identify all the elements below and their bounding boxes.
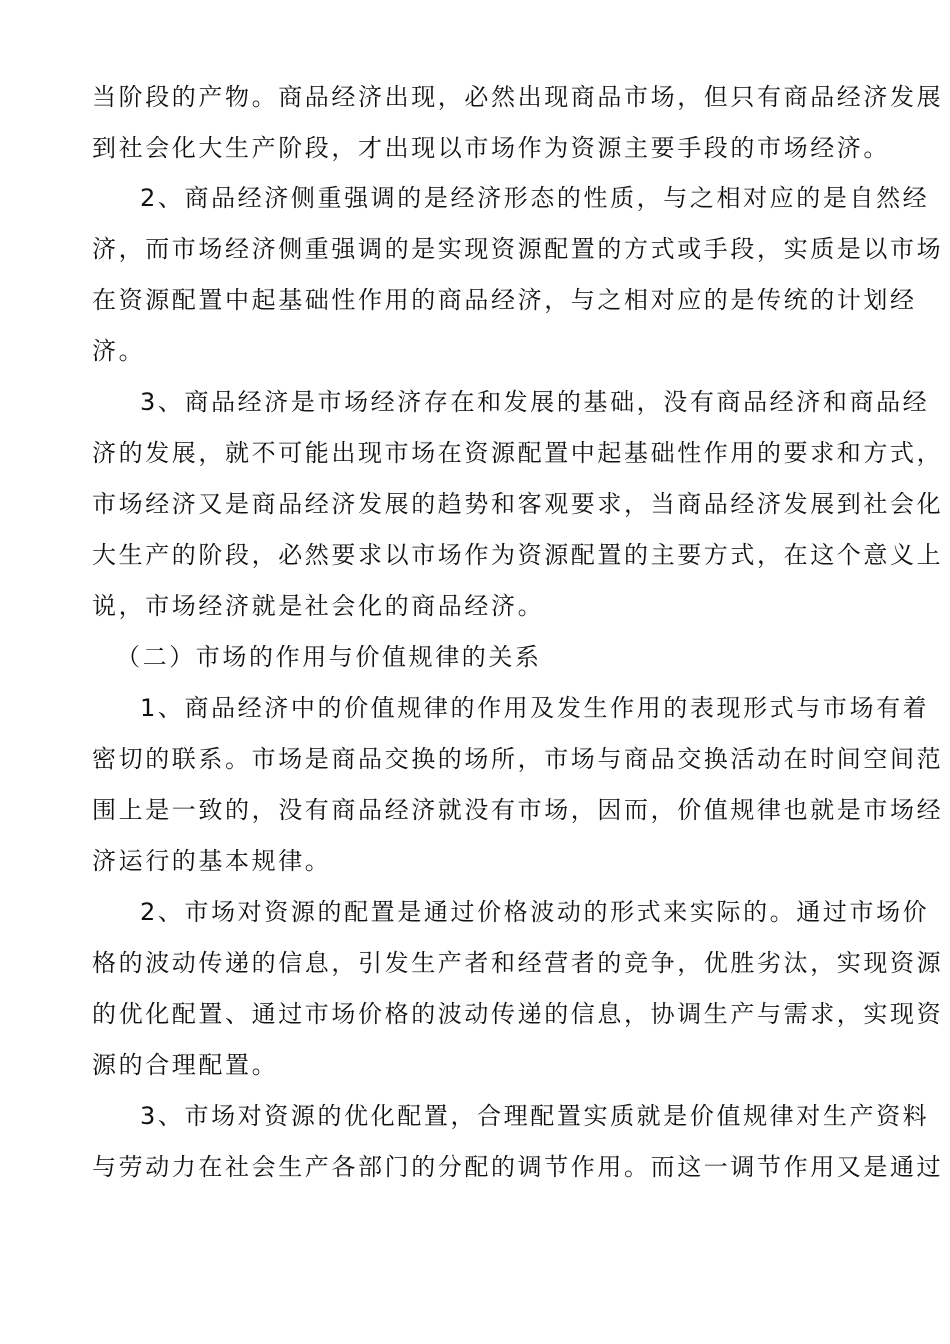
paragraph-start-line: 2、市场对资源的配置是通过价格波动的形式来实际的。通过市场价 [140, 898, 930, 926]
text-line: 济运行的基本规律。 [92, 847, 332, 875]
text-line: 格的波动传递的信息，引发生产者和经营者的竞争，优胜劣汰，实现资源 [92, 949, 944, 977]
text-line: 围上是一致的，没有商品经济就没有市场，因而，价值规律也就是市场经 [92, 796, 944, 824]
text-line: 济，而市场经济侧重强调的是实现资源配置的方式或手段，实质是以市场 [92, 235, 944, 263]
text-line: 济的发展，就不可能出现市场在资源配置中起基础性作用的要求和方式， [92, 439, 944, 467]
text-line: 济。 [92, 337, 146, 365]
text-line: 说，市场经济就是社会化的商品经济。 [92, 592, 545, 620]
text-line: 密切的联系。市场是商品交换的场所，市场与商品交换活动在时间空间范 [92, 745, 944, 773]
text-line: 源的合理配置。 [92, 1051, 279, 1079]
section-heading: （二）市场的作用与价值规律的关系 [116, 643, 542, 671]
text-line: 在资源配置中起基础性作用的商品经济，与之相对应的是传统的计划经 [92, 286, 917, 314]
paragraph-start-line: 2、商品经济侧重强调的是经济形态的性质，与之相对应的是自然经 [140, 184, 930, 212]
text-line: 的优化配置、通过市场价格的波动传递的信息，协调生产与需求，实现资 [92, 1000, 944, 1028]
text-line: 当阶段的产物。商品经济出现，必然出现商品市场，但只有商品经济发展 [92, 83, 944, 111]
text-line: 到社会化大生产阶段，才出现以市场作为资源主要手段的市场经济。 [92, 134, 890, 162]
paragraph-start-line: 1、商品经济中的价值规律的作用及发生作用的表现形式与市场有着 [140, 694, 930, 722]
text-line: 与劳动力在社会生产各部门的分配的调节作用。而这一调节作用又是通过 [92, 1153, 944, 1181]
paragraph-start-line: 3、市场对资源的优化配置，合理配置实质就是价值规律对生产资料 [140, 1102, 930, 1130]
paragraph-start-line: 3、商品经济是市场经济存在和发展的基础，没有商品经济和商品经 [140, 388, 930, 416]
text-line: 市场经济又是商品经济发展的趋势和客观要求，当商品经济发展到社会化 [92, 490, 944, 518]
text-line: 大生产的阶段，必然要求以市场作为资源配置的主要方式，在这个意义上 [92, 541, 944, 569]
